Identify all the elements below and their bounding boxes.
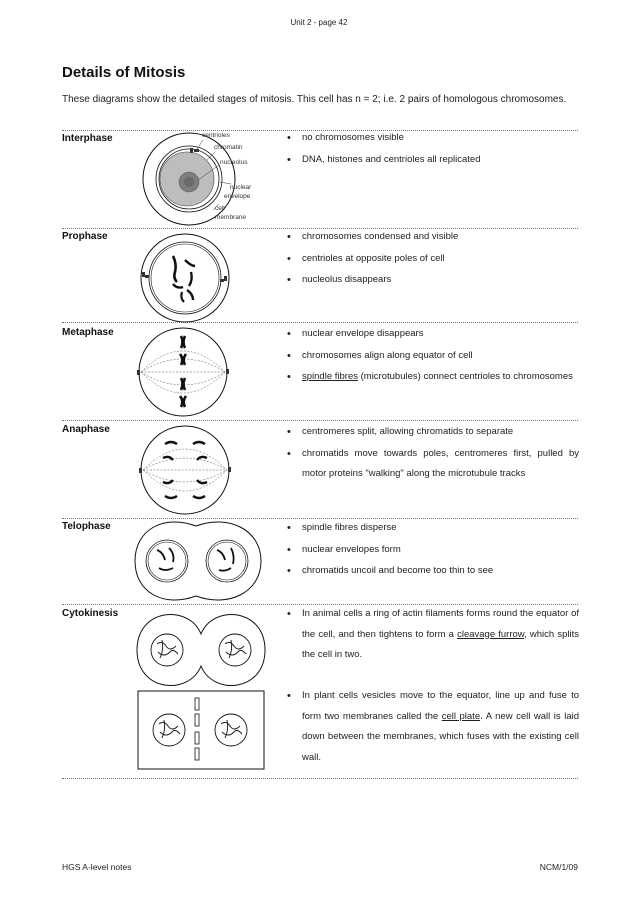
- list-item: [287, 686, 579, 768]
- label-chromatin: chromatin: [214, 144, 243, 151]
- list-item: [287, 367, 579, 388]
- page-title: Details of Mitosis: [62, 64, 186, 81]
- stage-label-cytokinesis: Cytokinesis: [62, 608, 119, 619]
- cytokinesis-plant-bullets: [287, 686, 579, 769]
- stage-label-interphase: Interphase: [62, 133, 113, 144]
- list-item: • nuclear envelopes form: [287, 540, 579, 561]
- stage-label-anaphase: Anaphase: [62, 424, 110, 435]
- cytokinesis-plant-diagram: [137, 690, 265, 770]
- list-item: • DNA, histones and centrioles all replicated: [287, 150, 579, 171]
- page-header: Unit 2 - page 42: [290, 18, 348, 27]
- cytokinesis-animal-diagram: [135, 608, 267, 692]
- term-cleavage-furrow: cleavage furrow: [457, 628, 525, 640]
- cytokinesis-animal-bullets: [287, 604, 579, 667]
- footer-left: HGS A-level notes: [62, 862, 132, 872]
- list-item: [287, 604, 579, 666]
- bullet-text: In plant cells vesicles move to the equator, line up and fuse to form two membranes called the: [302, 690, 579, 722]
- prophase-diagram: [135, 232, 235, 324]
- label-cell: cell: [215, 205, 225, 212]
- list-item: • chromosomes align along equator of cell: [287, 346, 579, 367]
- interphase-diagram: [135, 130, 265, 228]
- bullet-text: , which splits the cell in two.: [302, 628, 579, 660]
- anaphase-diagram: [135, 424, 235, 516]
- bullet-text: (microtubules) connect centrioles to chromosomes: [357, 371, 573, 382]
- interphase-bullets: [287, 128, 579, 171]
- row-divider: [62, 778, 578, 779]
- list-item: • chromatids move towards poles, centromeres first, pulled by motor proteins "walking" along the microtubule tracks: [287, 444, 579, 485]
- label-membrane: membrane: [215, 214, 247, 221]
- footer-right: NCM/1/09: [539, 862, 578, 872]
- stage-label-metaphase: Metaphase: [62, 327, 114, 338]
- list-item: • centromeres split, allowing chromatids to separate: [287, 422, 579, 443]
- label-nucleolus: nucleolus: [220, 159, 248, 166]
- label-envelope: envelope: [224, 193, 251, 200]
- bullet-text: In animal cells a ring of actin filaments forms round the equator of the cell, and then tightens to form a: [302, 608, 579, 640]
- label-centrioles: centrioles: [202, 132, 230, 139]
- telophase-diagram: [133, 520, 263, 602]
- list-item: • spindle fibres disperse: [287, 518, 579, 539]
- anaphase-bullets: [287, 422, 579, 486]
- list-item: • nuclear envelope disappears: [287, 324, 579, 345]
- list-item: • nucleolus disappears: [287, 270, 579, 291]
- metaphase-bullets: [287, 324, 579, 389]
- row-divider: [62, 420, 578, 421]
- telophase-bullets: [287, 518, 579, 583]
- list-item: • chromosomes condensed and visible: [287, 227, 579, 248]
- intro-paragraph: These diagrams show the detailed stages of mitosis. This cell has n = 2; i.e. 2 pairs of homologous chromosomes.: [62, 94, 567, 105]
- bullet-text: . A new cell wall is laid down between the membranes, which fuses with the existing cell wall.: [302, 710, 579, 763]
- list-item: • centrioles at opposite poles of cell: [287, 249, 579, 270]
- term-spindle-fibres: spindle fibres: [302, 371, 358, 382]
- stage-label-telophase: Telophase: [62, 521, 111, 532]
- list-item: • chromatids uncoil and become too thin to see: [287, 561, 579, 582]
- metaphase-diagram: [133, 326, 233, 418]
- stage-label-prophase: Prophase: [62, 231, 108, 242]
- prophase-bullets: [287, 227, 579, 292]
- list-item: • no chromosomes visible: [287, 128, 579, 149]
- label-nuclear: nuclear: [230, 184, 252, 191]
- term-cell-plate: cell plate: [441, 710, 481, 722]
